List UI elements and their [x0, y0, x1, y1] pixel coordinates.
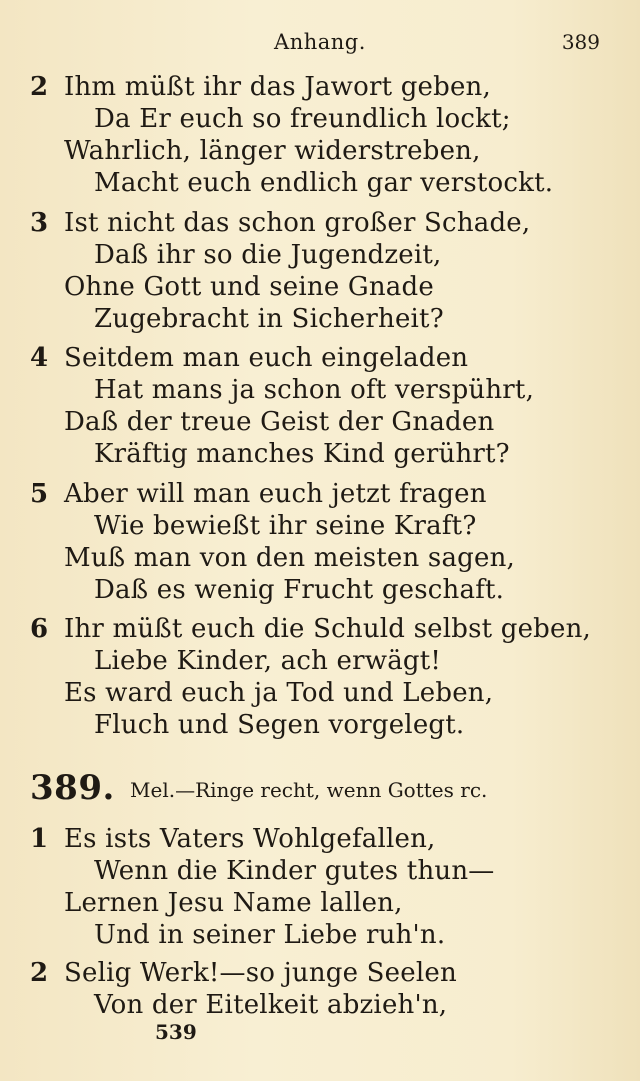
verse-line: Aber will man euch jetzt fragen [64, 479, 487, 509]
stanza-number: 3 [30, 208, 49, 238]
verse-line: Liebe Kinder, ach erwägt! [94, 646, 442, 676]
verse-line: Macht euch endlich gar verstockt. [94, 168, 554, 198]
verse-line: Da Er euch so freundlich lockt; [94, 104, 511, 134]
verse-line: Ist nicht das schon großer Schade, [64, 208, 531, 238]
stanza-number: 2 [30, 958, 49, 988]
page-number: 389 [561, 30, 600, 54]
stanza-number: 6 [30, 614, 49, 644]
verse-line: Kräftig manches Kind gerührt? [94, 439, 510, 469]
verse-line: Hat mans ja schon oft verspührt, [94, 375, 535, 405]
verse-line: Wenn die Kinder gutes thun— [94, 856, 495, 886]
verse-line: Daß es wenig Frucht geschaft. [94, 575, 505, 605]
verse-line: Wahrlich, länger widerstreben, [64, 136, 481, 166]
verse-line: Lernen Jesu Name lallen, [64, 888, 403, 918]
verse-line: Selig Werk!—so junge Seelen [64, 958, 457, 988]
verse-line: Daß der treue Geist der Gnaden [64, 407, 495, 437]
verse-line: Zugebracht in Sicherheit? [94, 304, 444, 334]
melody-note: Mel.—Ringe recht, wenn Gottes rc. [130, 778, 488, 802]
verse-line: Es ists Vaters Wohlgefallen, [64, 824, 436, 854]
verse-line: Und in seiner Liebe ruh'n. [94, 920, 446, 950]
verse-line: Ohne Gott und seine Gnade [64, 272, 434, 302]
stanza-number: 1 [30, 824, 49, 854]
stanza-number: 2 [30, 72, 49, 102]
verse-line: Ihm müßt ihr das Jawort geben, [64, 72, 491, 102]
stanza-number: 4 [30, 343, 49, 373]
signature-mark: 539 [155, 1020, 197, 1044]
verse-line: Ihr müßt euch die Schuld selbst geben, [64, 614, 592, 644]
verse-line: Es ward euch ja Tod und Leben, [64, 678, 494, 708]
hymn-number: 389. [30, 768, 115, 808]
verse-line: Von der Eitelkeit abzieh'n, [94, 990, 448, 1020]
verse-line: Wie bewießt ihr seine Kraft? [94, 511, 477, 541]
verse-line: Daß ihr so die Jugendzeit, [94, 240, 442, 270]
verse-line: Seitdem man euch eingeladen [64, 343, 469, 373]
verse-line: Fluch und Segen vorgelegt. [94, 710, 465, 740]
verse-line: Muß man von den meisten sagen, [64, 543, 515, 573]
stanza-number: 5 [30, 479, 49, 509]
running-header-title: Anhang. [274, 30, 366, 54]
